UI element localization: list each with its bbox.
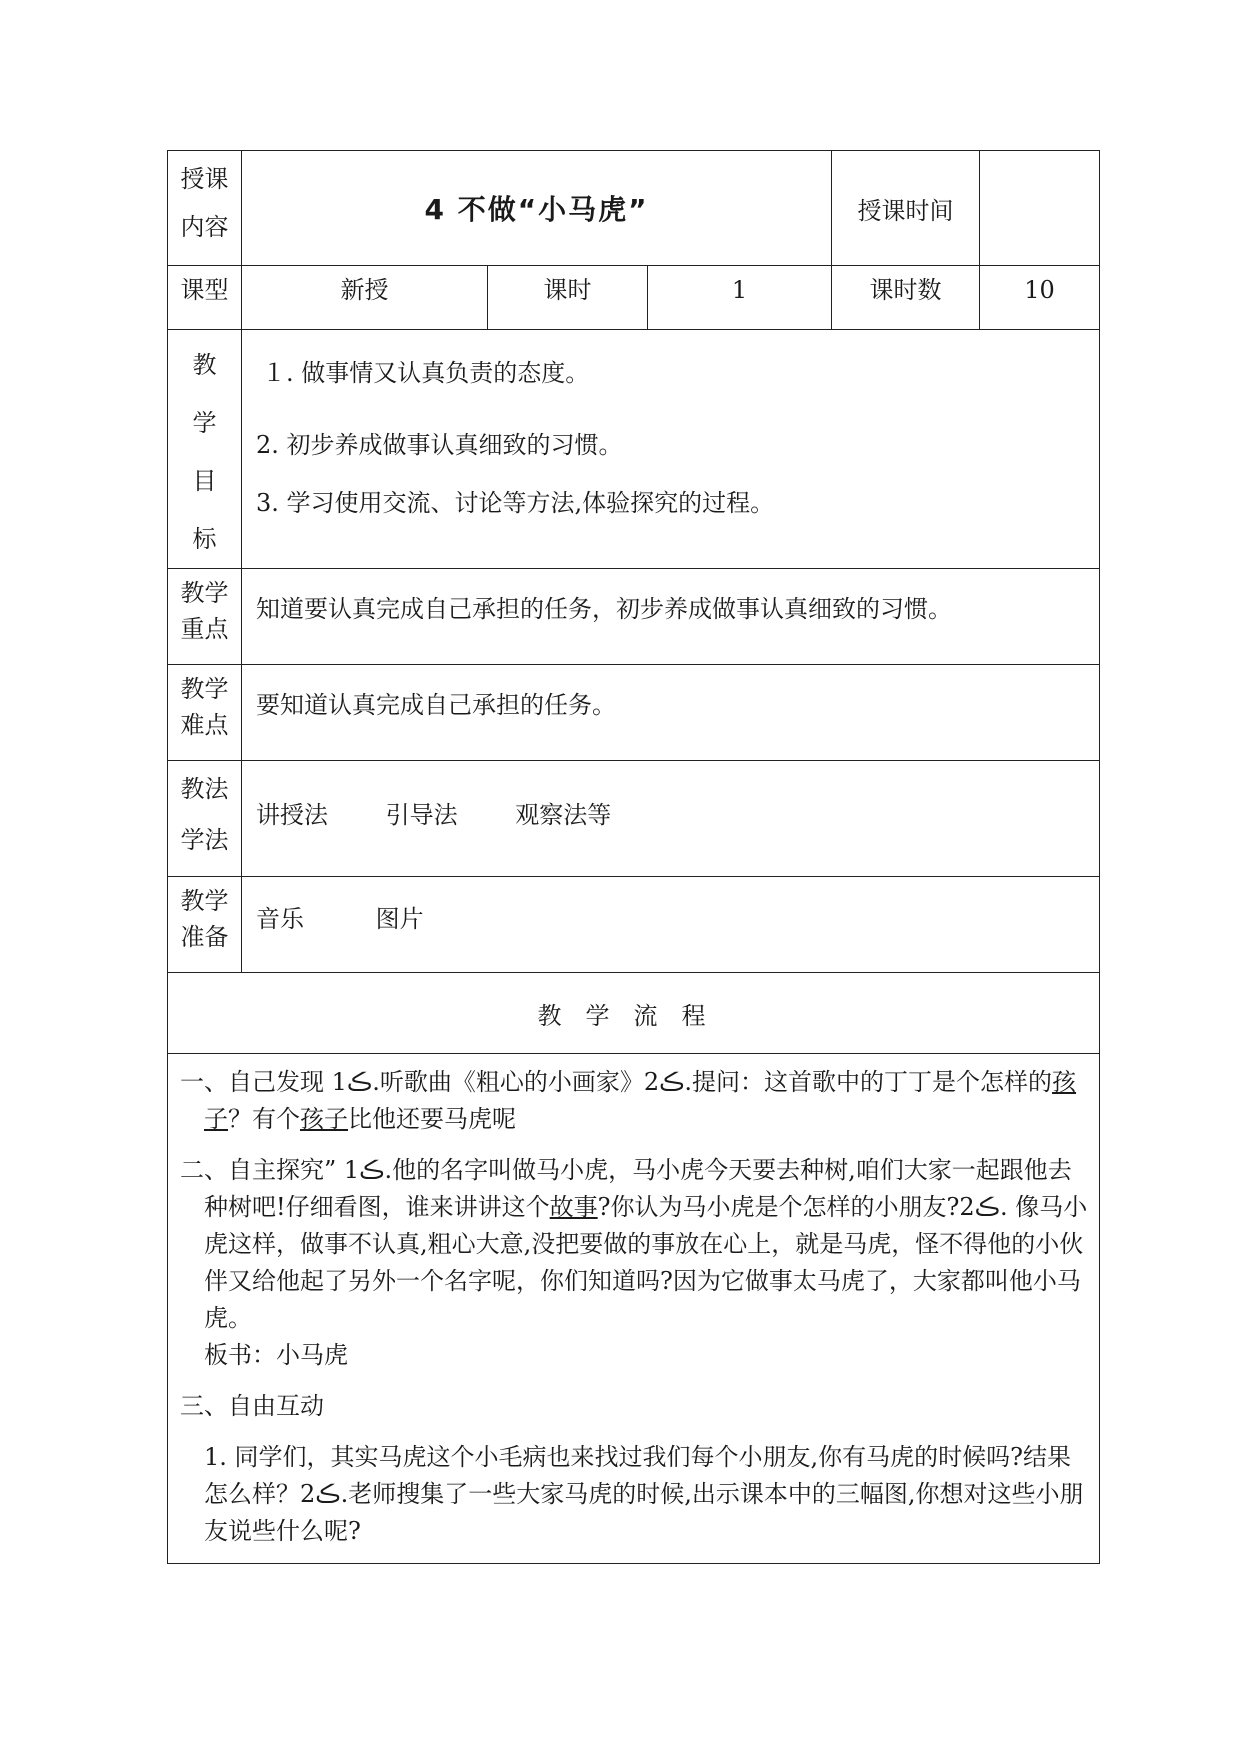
- content-label: 授课 内容: [168, 151, 242, 266]
- key-points-text: 知道要认真完成自己承担的任务，初步养成做事认真细致的习惯。: [242, 569, 1100, 665]
- lesson-title: 4 不做“小马虎”: [242, 151, 832, 266]
- count-value: 10: [980, 266, 1100, 330]
- prep-item: 音乐: [256, 905, 304, 933]
- difficulties-row: [168, 665, 1100, 761]
- type-value: 新授: [242, 266, 488, 330]
- preparation-label: 教学 准备: [168, 877, 242, 973]
- goals-row: [168, 330, 1100, 569]
- method-item: 讲授法: [256, 801, 328, 829]
- count-label: 课时数: [832, 266, 980, 330]
- time-value[interactable]: [980, 151, 1100, 266]
- prep-item: 图片: [375, 905, 424, 933]
- method-item: 引导法: [385, 801, 458, 829]
- method-item: 观察法等: [515, 801, 612, 829]
- key-points-label: 教学 重点: [168, 569, 242, 665]
- goals-list: [242, 330, 1100, 569]
- lesson-plan-table: [167, 150, 1100, 1564]
- difficulties-label: 教学 难点: [168, 665, 242, 761]
- key-points-row: [168, 569, 1100, 665]
- process-section-3-text: 1. 同学们，其实马虎这个小毛病也来找过我们每个小朋友,你有马虎的时候吗?结果怎么样？2ڪ.老师搜集了一些大家马虎的时候,出示课本中的三幅图,你想对这些小朋友说些什么呢?: [204, 1443, 1084, 1545]
- process-body: [168, 1054, 1100, 1564]
- preparation-row: [168, 877, 1100, 973]
- methods-row: [168, 761, 1100, 877]
- goals-label: 教 学 目 标: [168, 330, 242, 569]
- board-note: 板书：小马虎: [204, 1341, 348, 1369]
- process-section-3-title: 三、自由互动: [180, 1392, 324, 1420]
- goal-item: 3. 学习使用交流、讨论等方法,体验探究的过程。: [256, 489, 775, 517]
- period-value: 1: [648, 266, 832, 330]
- methods-label: 教法 学法: [168, 761, 242, 877]
- process-heading-row: [168, 973, 1100, 1054]
- preparation-list: [242, 877, 1100, 973]
- process-body-row: [168, 1054, 1100, 1564]
- process-section-2: 二、自主探究” 1ڪ.他的名字叫做马小虎，马小虎今天要去种树,咱们大家一起跟他去种树吧!仔细看图，谁来讲讲这个故事?你认为马小虎是个怎样的小朋友?2ڪ. 像马小虎这样，做事不认真,粗心大意,没把要做的事放在心上，就是马虎，怪不得他的小伙伴又给他起了另外一个名字呢，你们知道吗?因为它做事太马虎了，大家都叫他小马虎。 板书：小马虎: [180, 1152, 1089, 1374]
- type-label: 课型: [168, 266, 242, 330]
- goal-item: １. 做事情又认真负责的态度。: [262, 359, 590, 387]
- goal-item: 2. 初步养成做事认真细致的习惯。: [256, 431, 623, 459]
- process-heading: 教学流程: [168, 973, 1100, 1054]
- methods-list: [242, 761, 1100, 877]
- period-label: 课时: [488, 266, 648, 330]
- header-row: [168, 151, 1100, 266]
- difficulties-text: 要知道认真完成自己承担的任务。: [242, 665, 1100, 761]
- meta-row: [168, 266, 1100, 330]
- process-section-1: 一、自己发现 1ڪ.听歌曲《粗心的小画家》2ڪ.提问：这首歌中的丁丁是个怎样的孩子？有个孩子比他还要马虎呢: [180, 1068, 1077, 1133]
- time-label: 授课时间: [832, 151, 980, 266]
